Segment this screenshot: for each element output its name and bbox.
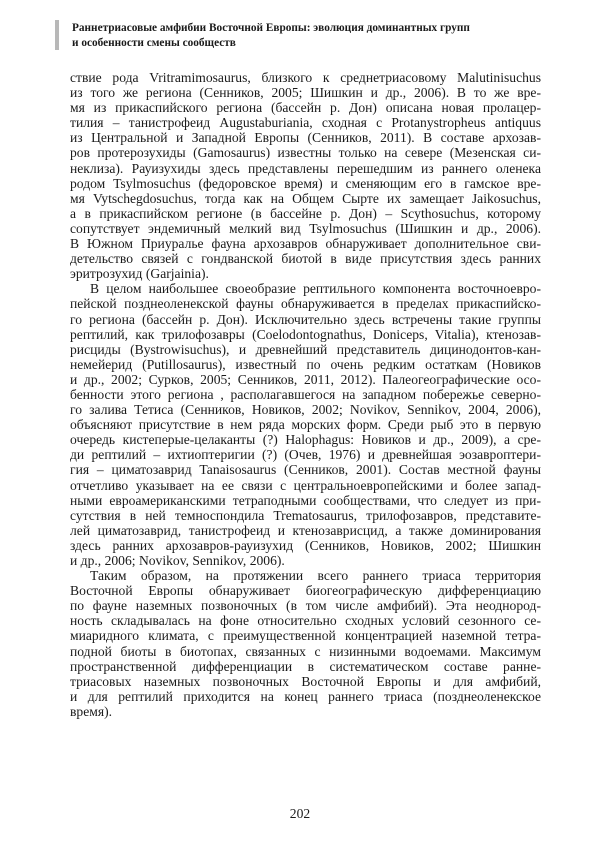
text-line: и др., 2002; Сурков, 2005; Сенников, 2011, 2012). Палеогеографические осо- xyxy=(70,371,541,387)
text-line: пространственной дифференциации в систематическом составе ранне- xyxy=(70,658,541,674)
text-line: тилия – танистрофеид Augustaburiania, сходная с Protanystropheus antiquus xyxy=(70,115,541,131)
running-header-line: Раннетриасовые амфибии Восточной Европы: эволюция доминантных групп xyxy=(72,22,470,34)
text-line: объясняют присутствие в нем ряда морских форм. Среди рыб это в первую xyxy=(70,417,541,433)
text-line: неклиза). Рауизухиды здесь представлены перешедшим из раннего оленека xyxy=(70,160,541,176)
text-line: сутствия в ней темноспондила Trematosaurus, трилофозавров, представите- xyxy=(70,507,541,523)
text-line: мя из прикаспийского региона (бассейн р. Дон) описана новая пролацер- xyxy=(70,100,541,116)
text-line: а в прикаспийском регионе (в бассейне р. Дон) – Scythosuchus, которому xyxy=(70,205,541,221)
text-line: миаридного климата, с преимущественной концентрацией наземной тетра- xyxy=(70,628,541,644)
text-line: очередь кистеперые-целаканты (?) Halophagus: Новиков и др., 2009), а сре- xyxy=(70,432,541,448)
text-line: время). xyxy=(70,703,113,719)
text-line: ров протерозухиды (Gamosaurus) известны только на севере (Мезенская си- xyxy=(70,145,541,161)
text-line: мя Vytschegdosuchus, тогда как на Общем Сырте их замещает Jaikosuchus, xyxy=(70,190,541,206)
text-line: ными евроамериканскими тетраподными сообществами, что следует из при- xyxy=(70,492,541,508)
running-header xyxy=(72,21,542,50)
text-line: детельство связей с гондванской биотой в виде присутствия здесь ранних xyxy=(70,251,541,267)
text-line: ди рептилий – ихтиоптеригии (?) (Очев, 1976) и древнейшая эозавроптери- xyxy=(70,447,541,463)
text-line: отчетливо указывает на ее связи с центральноевропейскими и более запад- xyxy=(70,477,541,493)
text-line: ствие рода Vritramimosaurus, близкого к среднетриасовому Malutinisuchus xyxy=(70,70,541,85)
text-line: из Центральной и Западной Европы (Сенников, 2011). В составе архозав- xyxy=(70,130,541,146)
header-marker-bar xyxy=(55,20,59,50)
text-line: триасовых наземных позвоночных Восточной Европы и для амфибий, xyxy=(70,673,541,689)
text-line: гия – циматозаврид Tanaisosaurus (Сенников, 2001). Состав местной фауны xyxy=(70,462,541,478)
text-line: эритрозухид (Garjainia). xyxy=(70,266,209,282)
text-line: го региона (бассейн р. Дон). Исключительно здесь встречены такие группы xyxy=(70,311,541,327)
paragraph xyxy=(70,568,541,719)
text-line: ность складывалась на фоне относительно сходных условий сезонного се- xyxy=(70,613,541,629)
text-line: В целом наибольшее своеобразие рептильного компонента восточноевро- xyxy=(90,281,541,297)
text-line: здесь ранних архозавров-рауизухид (Сенников, Новиков, 2002; Шишкин xyxy=(70,537,541,553)
text-line: В Южном Приуралье фауна архозавров обнаруживает дополнительное сви- xyxy=(70,236,541,252)
text-line: подной биоты в биотопах, связанных с низинными водоемами. Максимум xyxy=(70,643,541,659)
text-line: лей циматозаврид, танистрофеид и ктенозаврисцид, а также доминирования xyxy=(70,522,541,538)
text-line: по фауне наземных позвоночных (в том числе амфибий). Эта неоднород- xyxy=(70,598,541,614)
text-line: го залива Тетиса (Сенников, Новиков, 2002; Novikov, Sennikov, 2004, 2006), xyxy=(70,402,541,418)
paragraph xyxy=(70,70,541,281)
text-line: из того же региона (Сенников, 2005; Шишкин и др., 2006). В то же вре- xyxy=(70,85,541,101)
text-line: и др., 2006; Novikov, Sennikov, 2006). xyxy=(70,553,285,568)
running-header-line: и особенности смены сообществ xyxy=(72,36,236,49)
text-line: бенности этого региона , располагавшегося на западном побережье северно- xyxy=(70,386,541,402)
text-line: рисциды (Bystrowisuchus), и древнейший представитель дицинодонтов-кан- xyxy=(70,341,541,357)
text-line: немейерид (Putillosaurus), известный по очень редким остаткам (Новиков xyxy=(70,356,541,372)
body-text xyxy=(70,70,541,719)
text-line: пейской позднеоленекской фауны обнаруживается в пределах прикаспийско- xyxy=(70,296,541,312)
text-line: родом Tsylmosuchus (федоровское время) и сменяющим его в гамское вре- xyxy=(70,175,541,191)
text-line: и для рептилий приходится на конец раннего триаса (позднеоленекское xyxy=(70,688,541,704)
paragraph xyxy=(70,281,541,568)
text-line: рептилий, как трилофозавры (Coelodontognathus, Doniceps, Vitalia), ктенозав- xyxy=(70,326,541,342)
page-number: 202 xyxy=(289,806,311,821)
text-line: сопутствует эндемичный мелкий вид Tsylmosuchus (Шишкин и др., 2006). xyxy=(70,220,541,236)
text-line: Восточной Европы обнаруживает биогеографическую дифференциацию xyxy=(70,583,541,599)
text-line: Таким образом, на протяжении всего раннего триаса территория xyxy=(90,568,541,584)
